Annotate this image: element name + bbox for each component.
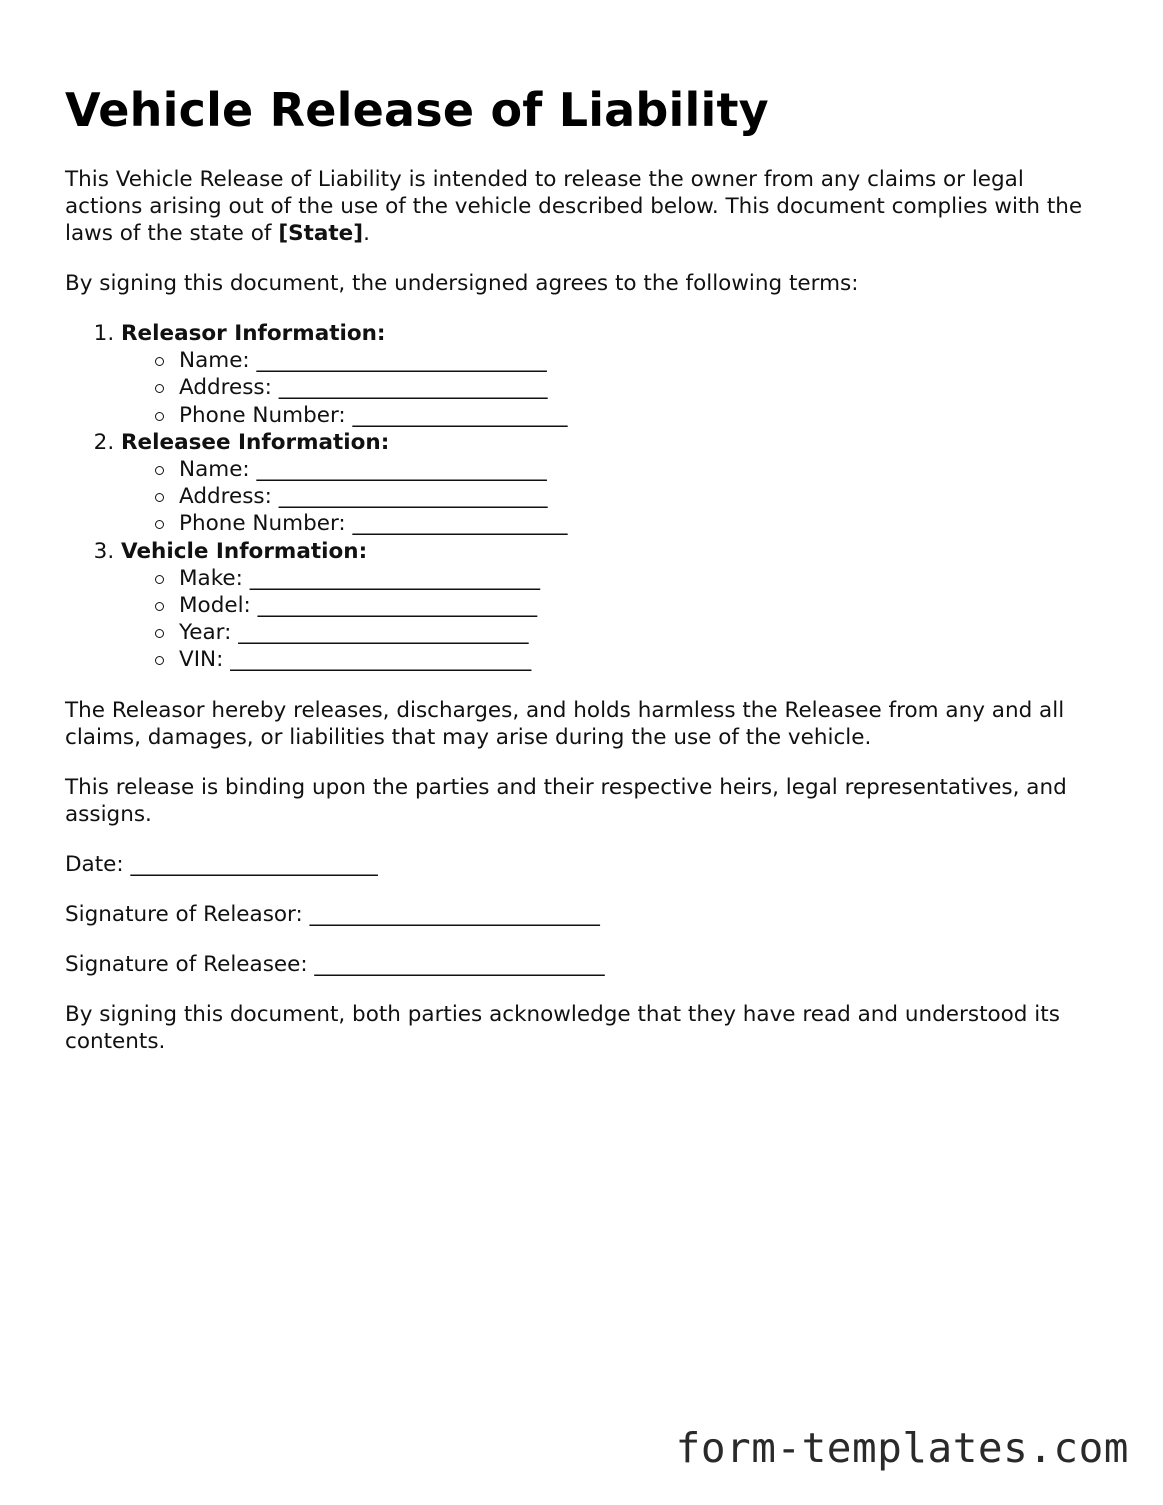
date-line: Date: _______________________ [65, 851, 378, 877]
field-list [121, 565, 1105, 674]
agree-paragraph: By signing this document, the undersigned agrees to the following terms: [65, 271, 859, 296]
state-placeholder: [State] [278, 221, 364, 246]
vehicle-year-field: Year: ___________________________ [155, 619, 1105, 646]
section-heading: Releasee Information: [121, 429, 390, 455]
release-paragraph: The Releasor hereby releases, discharges, and holds harmless the Releasee from any and all claims, damages, or liabilities that may arise during the use of the vehicle. [65, 697, 1065, 750]
releasor-name-field: Name: ___________________________ [155, 347, 1105, 374]
vehicle-make-field: Make: ___________________________ [155, 565, 1105, 592]
releasee-phone-field: Phone Number: ____________________ [155, 510, 1105, 537]
closing-paragraph: By signing this document, both parties acknowledge that they have read and understood its contents. [65, 1001, 1060, 1054]
section-releasor [121, 320, 1105, 429]
releasor-address-field: Address: _________________________ [155, 374, 1105, 401]
releasee-signature-line: Signature of Releasee: ___________________________ [65, 951, 605, 977]
document-title: Vehicle Release of Liability [65, 83, 769, 137]
section-heading: Releasor Information: [121, 321, 386, 346]
intro-text-end: . [363, 221, 370, 246]
field-list [121, 347, 1105, 429]
terms-list [65, 320, 1105, 674]
vehicle-vin-field: VIN: ____________________________ [155, 646, 1105, 673]
releasee-address-field: Address: _________________________ [155, 483, 1105, 510]
document-page [65, 78, 1105, 1078]
vehicle-model-field: Model: __________________________ [155, 592, 1105, 619]
intro-text: This Vehicle Release of Liability is intended to release the owner from any claims or legal actions arising out of the use of the vehicle described below. This document complies with the laws of the state of [65, 167, 1083, 246]
binding-paragraph: This release is binding upon the parties and their respective heirs, legal representatives, and assigns. [65, 774, 1067, 827]
field-list [121, 456, 1105, 538]
releasor-phone-field: Phone Number: ____________________ [155, 402, 1105, 429]
section-heading: Vehicle Information: [121, 538, 368, 564]
intro-paragraph [65, 166, 1105, 247]
releasor-signature-line: Signature of Releasor: ___________________________ [65, 901, 600, 927]
section-vehicle [121, 538, 1105, 674]
section-releasee [121, 429, 1105, 538]
releasee-name-field: Name: ___________________________ [155, 456, 1105, 483]
watermark: form-templates.com [675, 1424, 1129, 1472]
